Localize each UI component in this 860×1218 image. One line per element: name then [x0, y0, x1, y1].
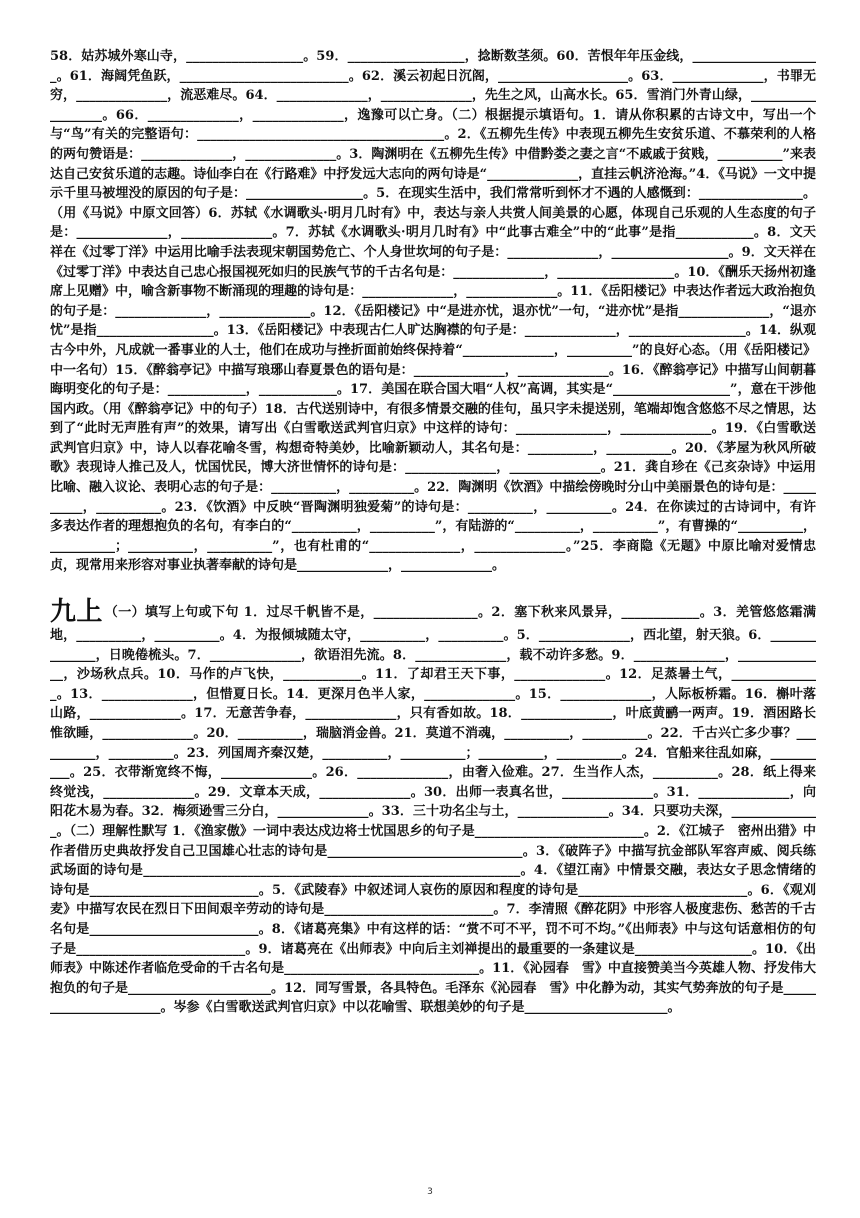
- fill-in-exercises-part-two: [50, 598, 816, 1018]
- page-number: 3: [427, 1187, 433, 1197]
- part-one-text: 58．姑苏城外寒山寺，__________________。59．__________________，捻断数茎须。60．苦恨年年压金线，____________________。61．海阔凭鱼跃，__________________________。62．溪云初起日沉阁，____________________。63．______________，书罪无穷，______________，流恶难尽。64．______________，______________，先生之风，山高水长。65．雪消门外青山绿，__________________。66．______________，______________，逸豫可以亡身。（二）根据提示填语句。1．请从你积累的古诗文中，写出一个与“鸟”有关的完整语句：______________________________________。2．《五柳先生传》中表现五柳先生安贫乐道、不慕荣利的人格的两句赞语是：______________，______________。3．陶渊明在《五柳先生传》中借黔娄之妻之言“不戚戚于贫贱，__________”来表达自己安贫乐道的志趣。诗仙李白在《行路难》中抒发远大志向的两句诗是“______________，直挂云帆济沧海。”4．《马说》一文中提示千里马被埋没的原因的句子是：__________________。5．在现实生活中，我们常常听到怀才不遇的人感慨到：________________。（用《马说》中原文回答）6．苏轼《水调歌头·明月几时有》中，表达与亲人共赏人间美景的心愿，体现自己乐观的人生态度的句子是：______________，______________。7．苏轼《水调歌头·明月几时有》中“此事古难全”中的“此事”是指____________。8．文天祥在《过零丁洋》中运用比喻手法表现宋朝国势危亡、个人身世坎坷的句子是：______________，__________________。9．文天祥在《过零丁洋》中表达自己忠心报国视死如归的民族气节的千古名句是：______________，__________________。10．《酬乐天扬州初逢席上见赠》中，喻含新事物不断涌现的理趣的诗句是：______________，______________。11．《岳阳楼记》中表达作者远大政治抱负的句子是：______________，______________。12．《岳阳楼记》中“是进亦忧，退亦忧”一句，“进亦忧”是指______________，“退亦忧”是指__________________。13．《岳阳楼记》中表现古仁人旷达胸襟的句子是：______________，__________________。14．纵观古今中外，凡成就一番事业的人士，他们在成功与挫折面前始终保持着“______________，__________”的良好心态。（用《岳阳楼记》中一名句）15．《醉翁亭记》中描写琅琊山春夏景色的语句是：______________，______________。16．《醉翁亭记》中描写山间朝暮晦明变化的句子是：____________，____________。17．美国在联合国大唱“人权”高调，其实是“__________________”，意在干涉他国内政。（用《醉翁亭记》中的句子）18．古代送别诗中，有很多情景交融的佳句，虽只字未提送别，笔端却饱含悠悠不尽之情思，达到了“此时无声胜有声”的效果，请写出《白雪歌送武判官归京》中这样的诗句：______________，______________。19．《白雪歌送武判官归京》中，诗人以春花喻冬雪，构想奇特美妙，比喻新颖动人，其名句是：__________，__________。20．《茅屋为秋风所破歌》表现诗人推己及人，忧国忧民，博大济世情怀的诗句是：______________，______________。21．龚自珍在《己亥杂诗》中运用比喻、融入议论、表明心志的句子是：__________，__________。22．陶渊明《饮酒》中描绘傍晚时分山中美丽景色的诗句是：__________，__________。23．《饮酒》中反映“晋陶渊明独爱菊”的诗句是：__________，__________。24．在你读过的古诗词中，有许多表达作者的理想抱负的名句，有李白的“__________，__________”，有陆游的“__________，__________”，有曹操的“__________，__________；__________，__________”，也有杜甫的“______________，______________。”25．李商隐《无题》中原比喻对爱情忠贞，现常用来形容对事业执著奉献的诗句是______________，______________。: [50, 49, 816, 574]
- section-heading-grade-nine-first-term: 九上: [50, 597, 103, 628]
- part-two-text: （一）填写上句或下句 1．过尽千帆皆不是，________________。2．塞下秋来风景异，____________。3．羌管悠悠霜满地，__________，__________。4．为报倾城随太守，__________，__________。5．______________，西北望，射天狼。6．______________，日晚倦梳头。7．______________，欲语泪先流。8．______________，载不动许多愁。9．______________，______________，沙场秋点兵。10．马作的卢飞快，____________。11．了却君王天下事，______________。12．足蒸暑土气，______________。13．______________，但惜夏日长。14．更深月色半人家，______________。15．______________，人际板桥霜。16．槲叶落山路，______________。17．无意苦争春，______________，只有香如故。18．______________，叶底黄鹂一两声。19．酒困路长惟欲睡，______________。20．__________，瑞脑消金兽。21．莫道不消魂，__________，__________。22．千古兴亡多少事？__________，__________。23．列国周齐秦汉楚，__________，__________；__________，__________。24．官船来往乱如麻，__________。25．衣带渐宽终不悔，______________。26．______________，由奢入俭难。27．生当作人杰，__________。28．纸上得来终觉浅，______________。29．文章本天成，______________。30．出师一表真名世，______________。31．______________，向阳花木易为春。32．梅须逊雪三分白，______________。33．三十功名尘与土，______________。34．只要功夫深，______________。（二）理解性默写 1．《渔家傲》一词中表达戍边将士忧国思乡的句子是__________________________。2．《江城子 密州出猎》中作者借历史典故抒发自己卫国雄心壮志的诗句是______________________________。3．《破阵子》中描写抗金部队军容声威、阅兵练武场面的诗句是__________________________________________________________。4．《望江南》中情景交融，表达女子思念情绪的诗句是__________________________。5．《武陵春》中叙述词人哀伤的原因和程度的诗句是__________________________。6．《观刈麦》中描写农民在烈日下田间艰辛劳动的诗句是__________________________。7．李清照《醉花阴》中形容人极度悲伤、愁苦的千古名句是__________________________。8．《诸葛亮集》中有这样的话：“赏不可不平，罚不可不均。”《出师表》中与这句话意相仿的句子是__________________________。9．诸葛亮在《出师表》中向后主刘禅提出的最重要的一条建议是__________________。10．《出师表》中陈述作者临危受命的千古名句是______________________________。11．《沁园春 雪》中直接赞美当今英雄人物、抒发伟大抱负的句子是______________________。12．同写雪景，各具特色。毛泽东《沁园春 雪》中化静为动，其实气势奔放的句子是______________________。岑参《白雪歌送武判官归京》中以花喻雪、联想美妙的句子是______________________。: [50, 605, 816, 1016]
- fill-in-exercises-part-one: [50, 47, 816, 576]
- section-gap: [50, 576, 816, 598]
